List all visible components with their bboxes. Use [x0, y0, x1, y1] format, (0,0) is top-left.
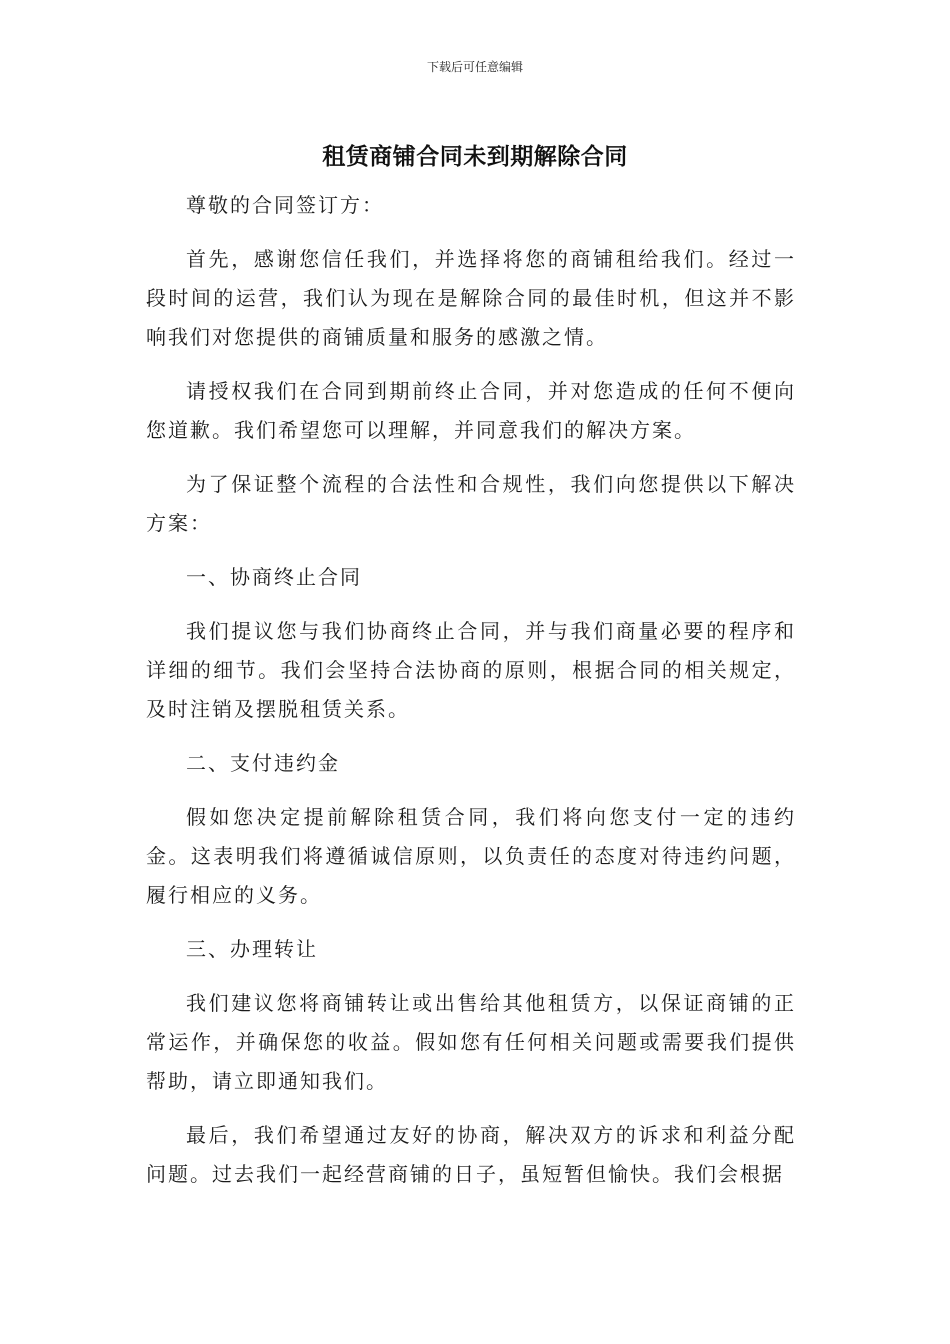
- section-heading-transfer: 三、办理转让: [186, 937, 318, 961]
- paragraph-negotiate: 我们提议您与我们协商终止合同，并与我们商量必要的程序和详细的细节。我们会坚持合法协商的原则，根据合同的相关规定，及时注销及摆脱租赁关系。: [146, 619, 796, 721]
- paragraph-penalty: 假如您决定提前解除租赁合同，我们将向您支付一定的违约金。这表明我们将遵循诚信原则，以负责任的态度对待违约问题，履行相应的义务。: [146, 805, 796, 907]
- paragraph-intro: 首先，感谢您信任我们，并选择将您的商铺租给我们。经过一段时间的运营，我们认为现在是解除合同的最佳时机，但这并不影响我们对您提供的商铺质量和服务的感激之情。: [146, 247, 796, 349]
- paragraph-request: 请授权我们在合同到期前终止合同，并对您造成的任何不便向您道歉。我们希望您可以理解，并同意我们的解决方案。: [146, 379, 796, 442]
- document-title: 租赁商铺合同未到期解除合同: [322, 144, 628, 170]
- paragraph-transfer: 我们建议您将商铺转让或出售给其他租赁方，以保证商铺的正常运作，并确保您的收益。假如您有任何相关问题或需要我们提供帮助，请立即通知我们。: [146, 991, 796, 1093]
- header-note: 下载后可任意编辑: [426, 60, 523, 74]
- paragraph-closing: 最后，我们希望通过友好的协商，解决双方的诉求和利益分配问题。过去我们一起经营商铺的日子，虽短暂但愉快。我们会根据: [146, 1123, 796, 1186]
- document-body: [146, 186, 796, 1209]
- section-heading-penalty: 二、支付违约金: [186, 751, 340, 775]
- section-heading-negotiate: 一、协商终止合同: [186, 565, 362, 589]
- paragraph-solutions-intro: 为了保证整个流程的合法性和合规性，我们向您提供以下解决方案：: [146, 472, 796, 535]
- salutation: 尊敬的合同签订方：: [186, 193, 384, 217]
